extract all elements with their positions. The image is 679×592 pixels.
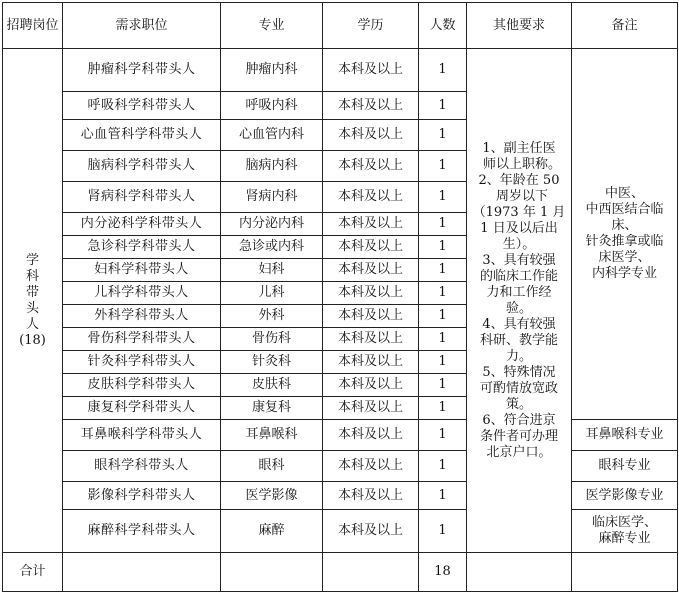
education-cell: 本科及以上 bbox=[323, 236, 419, 259]
total-label: 合计 bbox=[3, 553, 63, 592]
count-cell: 1 bbox=[419, 182, 467, 213]
count-cell: 1 bbox=[419, 374, 467, 397]
total-empty-cell bbox=[467, 553, 572, 592]
major-cell: 脑病内科 bbox=[221, 151, 323, 182]
header-count: 人数 bbox=[419, 3, 467, 49]
header-category: 招聘岗位 bbox=[3, 3, 63, 49]
education-cell: 本科及以上 bbox=[323, 120, 419, 151]
education-cell: 本科及以上 bbox=[323, 282, 419, 305]
position-cell: 针灸科学科带头人 bbox=[63, 351, 221, 374]
requirement-line: 周岁以下 bbox=[495, 188, 548, 204]
remarks-cell-eye: 眼科专业 bbox=[572, 451, 678, 482]
position-cell: 肿瘤科学科带头人 bbox=[63, 49, 221, 92]
count-cell: 1 bbox=[419, 151, 467, 182]
requirement-line: 4、具有较强 bbox=[482, 316, 556, 332]
requirement-line: 策。 bbox=[505, 396, 532, 412]
count-cell: 1 bbox=[419, 92, 467, 120]
category-char: 头 bbox=[25, 300, 39, 316]
major-cell: 妇科 bbox=[221, 259, 323, 282]
position-cell: 骨伤科学科带头人 bbox=[63, 328, 221, 351]
position-cell: 儿科学科带头人 bbox=[63, 282, 221, 305]
education-cell: 本科及以上 bbox=[323, 420, 419, 451]
requirement-line: 北京户口。 bbox=[486, 444, 552, 460]
table-row bbox=[3, 451, 678, 482]
major-cell: 急诊或内科 bbox=[221, 236, 323, 259]
position-cell: 影像科学科带头人 bbox=[63, 482, 221, 510]
major-cell: 肾病内科 bbox=[221, 182, 323, 213]
remark-line: 中西医结合临 bbox=[585, 202, 664, 217]
position-cell: 肾病科学科带头人 bbox=[63, 182, 221, 213]
recruitment-table bbox=[2, 2, 678, 592]
header-position: 需求职位 bbox=[63, 3, 221, 49]
category-char: 人 bbox=[25, 316, 39, 332]
remarks-cell-imaging: 医学影像专业 bbox=[572, 482, 678, 510]
requirement-line: 力和工作经 bbox=[486, 284, 552, 300]
requirement-line: 验。 bbox=[505, 300, 532, 316]
education-cell: 本科及以上 bbox=[323, 397, 419, 420]
requirement-line: 力。 bbox=[505, 348, 532, 364]
requirement-line: 生）。 bbox=[502, 236, 536, 252]
table-row bbox=[3, 420, 678, 451]
position-cell: 外科学科带头人 bbox=[63, 305, 221, 328]
major-cell: 肿瘤内科 bbox=[221, 49, 323, 92]
requirement-line: 3、具有较强 bbox=[482, 252, 556, 268]
remark-line: 内科学专业 bbox=[591, 266, 657, 281]
major-cell: 外科 bbox=[221, 305, 323, 328]
count-cell: 1 bbox=[419, 328, 467, 351]
requirement-line: 2、年龄在 50 bbox=[478, 172, 560, 188]
count-cell: 1 bbox=[419, 282, 467, 305]
position-cell: 妇科学科带头人 bbox=[63, 259, 221, 282]
position-cell: 心血管科学科带头人 bbox=[63, 120, 221, 151]
header-row bbox=[3, 3, 678, 49]
major-cell: 心血管内科 bbox=[221, 120, 323, 151]
requirement-line: 5、特殊情况 bbox=[482, 364, 556, 380]
education-cell: 本科及以上 bbox=[323, 374, 419, 397]
education-cell: 本科及以上 bbox=[323, 151, 419, 182]
header-education: 学历 bbox=[323, 3, 419, 49]
remark-line: 针灸推拿或临 bbox=[585, 234, 664, 249]
header-other-requirements: 其他要求 bbox=[467, 3, 572, 49]
count-cell: 1 bbox=[419, 305, 467, 328]
count-cell: 1 bbox=[419, 120, 467, 151]
count-cell: 1 bbox=[419, 510, 467, 553]
category-char: 带 bbox=[25, 284, 39, 300]
remarks-cell-anesthesia bbox=[572, 510, 678, 553]
requirement-line: 6、符合进京 bbox=[482, 412, 556, 428]
education-cell: 本科及以上 bbox=[323, 482, 419, 510]
major-cell: 皮肤科 bbox=[221, 374, 323, 397]
header-remarks: 备注 bbox=[572, 3, 678, 49]
major-cell: 呼吸内科 bbox=[221, 92, 323, 120]
position-cell: 麻醉科学科带头人 bbox=[63, 510, 221, 553]
total-row bbox=[3, 553, 678, 592]
category-cell bbox=[3, 49, 63, 553]
education-cell: 本科及以上 bbox=[323, 351, 419, 374]
count-cell: 1 bbox=[419, 213, 467, 236]
major-cell: 耳鼻喉科 bbox=[221, 420, 323, 451]
position-cell: 康复科学科带头人 bbox=[63, 397, 221, 420]
total-empty-cell bbox=[63, 553, 221, 592]
remark-line: 临床医学、 bbox=[591, 515, 657, 530]
education-cell: 本科及以上 bbox=[323, 92, 419, 120]
count-cell: 1 bbox=[419, 49, 467, 92]
education-cell: 本科及以上 bbox=[323, 510, 419, 553]
major-cell: 麻醉 bbox=[221, 510, 323, 553]
remark-line: 床医学、 bbox=[598, 250, 651, 265]
remarks-cell-ent: 耳鼻喉科专业 bbox=[572, 420, 678, 451]
remark-line: 床、 bbox=[611, 218, 638, 233]
requirement-line: 的临床工作能 bbox=[479, 268, 558, 284]
remark-line: 麻醉专业 bbox=[598, 531, 651, 546]
position-cell: 急诊科学科带头人 bbox=[63, 236, 221, 259]
education-cell: 本科及以上 bbox=[323, 213, 419, 236]
table-row bbox=[3, 482, 678, 510]
total-empty-cell bbox=[221, 553, 323, 592]
total-empty-cell bbox=[323, 553, 419, 592]
count-cell: 1 bbox=[419, 236, 467, 259]
requirement-line: 条件者可办理 bbox=[479, 428, 558, 444]
position-cell: 皮肤科学科带头人 bbox=[63, 374, 221, 397]
count-cell: 1 bbox=[419, 259, 467, 282]
total-empty-cell bbox=[572, 553, 678, 592]
education-cell: 本科及以上 bbox=[323, 451, 419, 482]
remarks-cell-tcm bbox=[572, 49, 678, 420]
position-cell: 脑病科学科带头人 bbox=[63, 151, 221, 182]
category-char: 科 bbox=[25, 268, 39, 284]
count-cell: 1 bbox=[419, 482, 467, 510]
category-count: (18) bbox=[19, 332, 46, 348]
major-cell: 眼科 bbox=[221, 451, 323, 482]
major-cell: 康复科 bbox=[221, 397, 323, 420]
remark-line: 中医、 bbox=[604, 186, 644, 201]
education-cell: 本科及以上 bbox=[323, 328, 419, 351]
table-row bbox=[3, 49, 678, 92]
count-cell: 1 bbox=[419, 397, 467, 420]
requirement-line: 可酌情放宽政 bbox=[479, 380, 558, 396]
position-cell: 内分泌科学科带头人 bbox=[63, 213, 221, 236]
major-cell: 医学影像 bbox=[221, 482, 323, 510]
requirement-line: 1 日及以后出 bbox=[480, 220, 558, 236]
position-cell: 耳鼻喉科学科带头人 bbox=[63, 420, 221, 451]
education-cell: 本科及以上 bbox=[323, 305, 419, 328]
major-cell: 针灸科 bbox=[221, 351, 323, 374]
major-cell: 儿科 bbox=[221, 282, 323, 305]
requirement-line: 科研、教学能 bbox=[479, 332, 558, 348]
position-cell: 呼吸科学科带头人 bbox=[63, 92, 221, 120]
category-char: 学 bbox=[25, 252, 39, 268]
education-cell: 本科及以上 bbox=[323, 182, 419, 213]
requirement-line: 师以上职称。 bbox=[482, 156, 561, 172]
major-cell: 骨伤科 bbox=[221, 328, 323, 351]
requirement-line: （1973 年 1 月 bbox=[472, 204, 566, 220]
header-major: 专业 bbox=[221, 3, 323, 49]
education-cell: 本科及以上 bbox=[323, 259, 419, 282]
count-cell: 1 bbox=[419, 451, 467, 482]
education-cell: 本科及以上 bbox=[323, 49, 419, 92]
requirement-line: 1、副主任医 bbox=[482, 140, 556, 156]
other-requirements-cell bbox=[467, 49, 572, 553]
table-row bbox=[3, 510, 678, 553]
count-cell: 1 bbox=[419, 420, 467, 451]
position-cell: 眼科学科带头人 bbox=[63, 451, 221, 482]
count-cell: 1 bbox=[419, 351, 467, 374]
major-cell: 内分泌内科 bbox=[221, 213, 323, 236]
total-count: 18 bbox=[419, 553, 467, 592]
